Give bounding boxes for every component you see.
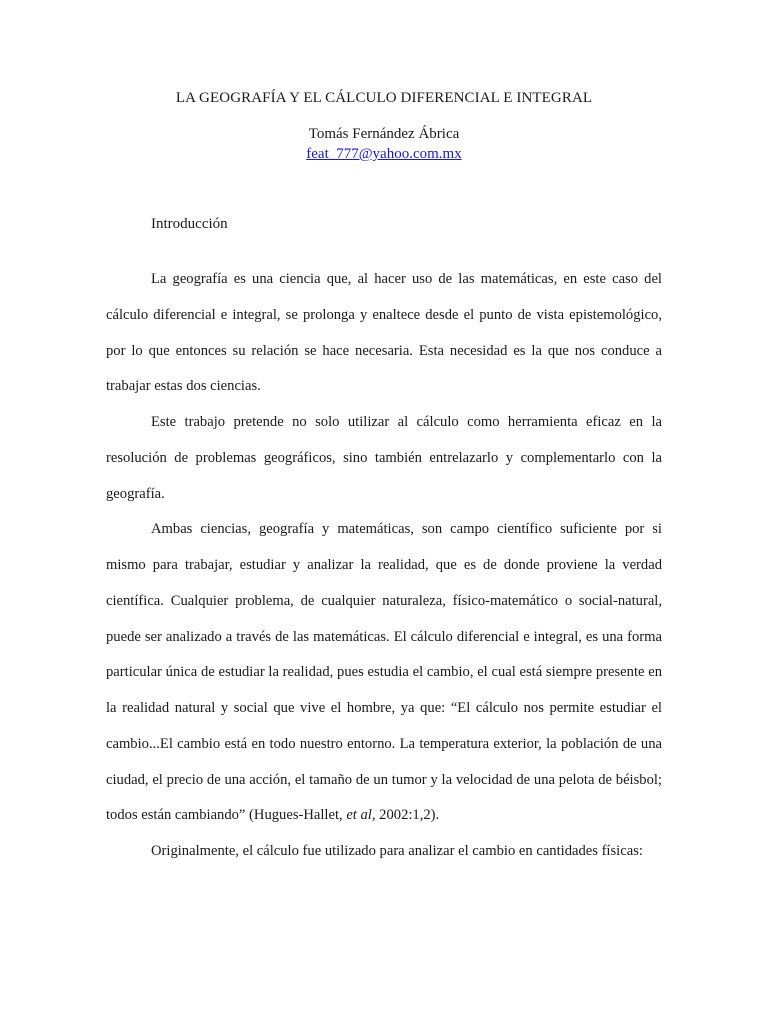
paragraph-1: La geografía es una ciencia que, al hacer uso de las matemáticas, en este caso del cálculo diferencial e integral, se prolonga y enaltece desde el punto de vista epistemológico, por lo que entonces su relación se hace necesaria. Esta necesidad es la que nos conduce a trabajar estas dos ciencias. <box>106 271 662 395</box>
author-name: Tomás Fernández Ábrica <box>308 126 460 142</box>
document-title: LA GEOGRAFÍA Y EL CÁLCULO DIFERENCIAL E INTEGRAL <box>175 90 593 106</box>
paragraph-4: Originalmente, el cálculo fue utilizado para analizar el cambio en cantidades físicas: <box>151 843 643 859</box>
paragraph-3-text: Ambas ciencias, geografía y matemáticas, son campo científico suficiente por si mismo para trabajar, estudiar y analizar la realidad, que es de donde proviene la verdad científica. Cualquier problema, de cualquier naturaleza, físico-matemático o social-natural, puede ser analizado a través de las matemáticas. El cálculo diferencial e integral, es una forma particular única de estudiar la realidad, pues estudia el cambio, el cual está siempre presente en la realidad natural y social que vive el hombre, ya que: “El cálculo nos permite estudiar el cambio...El cambio está en todo nuestro entorno. La temperatura exterior, la población de una ciudad, el precio de una acción, el tamaño de un tumor y la velocidad de una pelota de béisbol; todos están cambiando” (Hugues-Hallet, <box>106 521 662 824</box>
email-link[interactable]: feat_777@yahoo.com.mx <box>306 146 462 162</box>
citation-tail: , 2002:1,2). <box>371 807 440 824</box>
paragraph-2: Este trabajo pretende no solo utilizar al cálculo como herramienta eficaz en la resolución de problemas geográficos, sino también entrelazarlo y complementarlo con la geografía. <box>106 414 662 502</box>
paragraph-3 <box>106 512 662 834</box>
author-email <box>0 146 768 163</box>
citation-et-al: et al <box>346 807 372 824</box>
body-text <box>106 262 662 870</box>
section-heading: Introducción <box>151 216 228 232</box>
